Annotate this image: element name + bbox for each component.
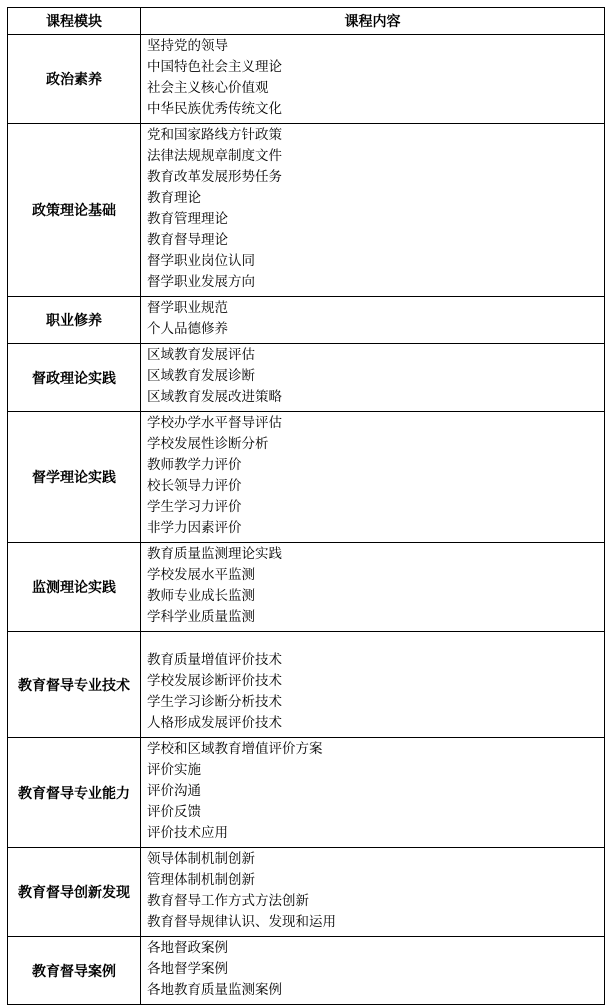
- content-item: 中国特色社会主义理论: [147, 59, 282, 75]
- table-row: [8, 344, 605, 412]
- content-cell: [141, 937, 605, 1005]
- module-cell: 政策理论基础: [8, 124, 141, 297]
- content-item: 领导体制机制创新: [147, 851, 255, 867]
- content-item: 学科学业质量监测: [147, 609, 255, 625]
- table-row: [8, 412, 605, 543]
- content-item: 各地教育质量监测案例: [147, 982, 282, 998]
- table-row: [8, 35, 605, 124]
- module-cell: 政治素养: [8, 35, 141, 124]
- module-cell: 教育督导专业能力: [8, 738, 141, 848]
- content-cell: [141, 848, 605, 937]
- content-item: 督学职业岗位认同: [147, 253, 255, 269]
- table-body: [8, 35, 605, 1005]
- content-item: 评价技术应用: [147, 825, 228, 841]
- content-item: 非学力因素评价: [147, 520, 242, 536]
- content-cell: [141, 124, 605, 297]
- module-cell: 教育督导创新发现: [8, 848, 141, 937]
- content-item: 区域教育发展评估: [147, 347, 255, 363]
- module-cell: 教育督导案例: [8, 937, 141, 1005]
- content-item: 学生学习诊断分析技术: [147, 694, 282, 710]
- content-cell: [141, 738, 605, 848]
- content-item: 教师专业成长监测: [147, 588, 255, 604]
- content-item: 学校发展性诊断分析: [147, 436, 269, 452]
- content-item: 中华民族优秀传统文化: [147, 101, 282, 117]
- content-item: 法律法规规章制度文件: [147, 148, 282, 164]
- content-cell: [141, 344, 605, 412]
- module-cell: 教育督导专业技术: [8, 632, 141, 738]
- content-item: 评价沟通: [147, 783, 201, 799]
- table-row: [8, 543, 605, 632]
- content-cell: [141, 297, 605, 344]
- table-row: [8, 937, 605, 1005]
- content-cell: [141, 35, 605, 124]
- table-row: [8, 297, 605, 344]
- table-header-row: [8, 8, 605, 35]
- content-cell: [141, 543, 605, 632]
- content-item: 评价反馈: [147, 804, 201, 820]
- content-item: 督学职业发展方向: [147, 274, 255, 290]
- content-item: 学校办学水平督导评估: [147, 415, 282, 431]
- header-content: 课程内容: [141, 8, 605, 35]
- table-row: [8, 124, 605, 297]
- content-item: 人格形成发展评价技术: [147, 715, 282, 731]
- content-item: 学生学习力评价: [147, 499, 242, 515]
- content-item: 教育督导工作方式方法创新: [147, 893, 309, 909]
- content-item: 区域教育发展改进策略: [147, 389, 282, 405]
- course-table-container: [7, 7, 604, 1005]
- content-item: 教育督导理论: [147, 232, 228, 248]
- content-item: 学校发展水平监测: [147, 567, 255, 583]
- table-row: [8, 738, 605, 848]
- course-table: [7, 7, 605, 1005]
- content-item: 教育管理理论: [147, 211, 228, 227]
- content-item: 管理体制机制创新: [147, 872, 255, 888]
- content-item: 教育理论: [147, 190, 201, 206]
- content-item: 社会主义核心价值观: [147, 80, 269, 96]
- content-item: 个人品德修养: [147, 321, 228, 337]
- content-item: 校长领导力评价: [147, 478, 242, 494]
- content-item: 评价实施: [147, 762, 201, 778]
- content-cell: [141, 412, 605, 543]
- module-cell: 督学理论实践: [8, 412, 141, 543]
- content-item: 区域教育发展诊断: [147, 368, 255, 384]
- content-item: 教育质量增值评价技术: [147, 652, 282, 668]
- content-item: 各地督政案例: [147, 940, 228, 956]
- table-row: [8, 632, 605, 738]
- module-cell: 职业修养: [8, 297, 141, 344]
- content-item: 学校和区域教育增值评价方案: [147, 741, 323, 757]
- module-cell: 监测理论实践: [8, 543, 141, 632]
- content-item: 教育质量监测理论实践: [147, 546, 282, 562]
- content-item: 督学职业规范: [147, 300, 228, 316]
- module-cell: 督政理论实践: [8, 344, 141, 412]
- content-item: 学校发展诊断评价技术: [147, 673, 282, 689]
- content-item: 教育改革发展形势任务: [147, 169, 282, 185]
- content-item: 坚持党的领导: [147, 38, 228, 54]
- header-module: 课程模块: [8, 8, 141, 35]
- content-item: 教师教学力评价: [147, 457, 242, 473]
- table-row: [8, 848, 605, 937]
- content-item: 党和国家路线方针政策: [147, 127, 282, 143]
- content-cell: [141, 632, 605, 738]
- content-item: 各地督学案例: [147, 961, 228, 977]
- content-item: 教育督导规律认识、发现和运用: [147, 914, 336, 930]
